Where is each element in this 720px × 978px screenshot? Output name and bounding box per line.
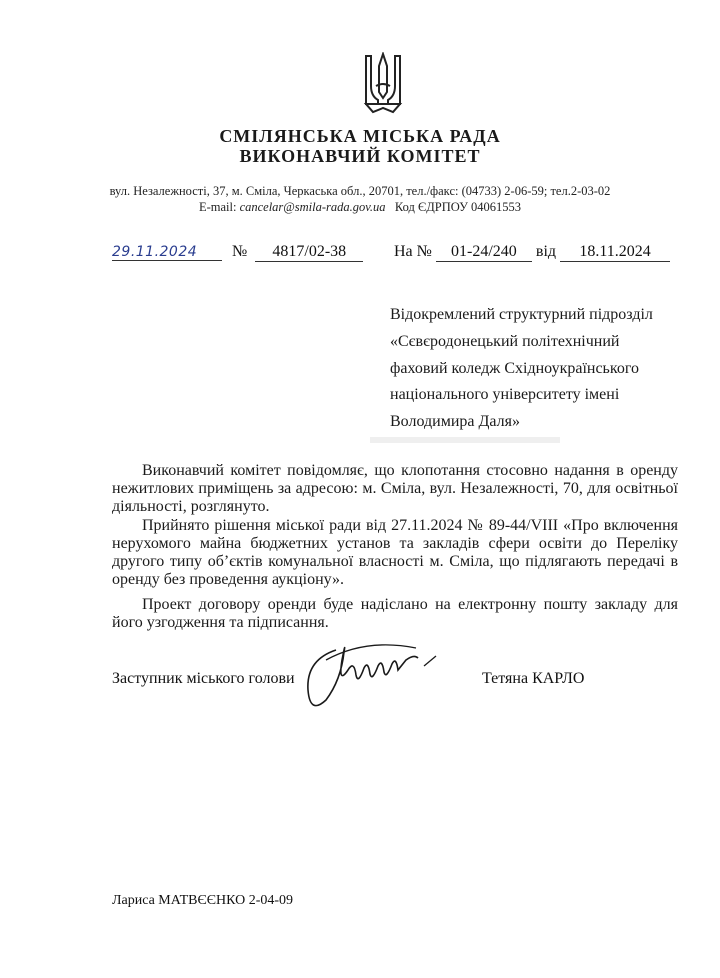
paragraph-text: Прийнято рішення міської ради від 27.11.2024 № 89-44/VIII «Про включення нерухомого майна бюджетних установ та закладів сфери освіти до Переліку другого типу об’єктів комунальної власності м. Сміла, що підлягають передачі в оренду без проведення аукціону». xyxy=(112,517,678,588)
recipient-line: національного університету імені xyxy=(390,386,620,404)
faint-scan-mark xyxy=(370,437,560,443)
organization-subtitle: ВИКОНАВЧИЙ КОМІТЕТ xyxy=(239,146,481,166)
trident-emblem-icon xyxy=(363,52,403,116)
from-word: від xyxy=(535,243,557,260)
organization-name: СМІЛЯНСЬКА МІСЬКА РАДА xyxy=(219,126,501,146)
contact-line xyxy=(0,200,720,215)
body-paragraph-3 xyxy=(112,596,678,632)
outgoing-number: 4817/02-38 xyxy=(255,243,363,262)
body-paragraph-2 xyxy=(112,517,678,589)
recipient-line: Відокремлений структурний підрозділ xyxy=(390,306,653,323)
email-label: E-mail: xyxy=(198,200,237,214)
paragraph-text: Виконавчий комітет повідомляє, що клопотання стосовно надання в оренду нежитлових приміщень за адресою: м. Сміла, вул. Незалежності, 70, для освітньої діяльності, розглянуто. xyxy=(112,462,678,515)
reply-prefix: На № xyxy=(394,243,432,260)
body-paragraph-1 xyxy=(112,462,678,516)
registration-number xyxy=(232,243,363,262)
executor-contact: Лариса МАТВЄЄНКО 2-04-09 xyxy=(112,893,294,908)
handwritten-signature-icon xyxy=(296,630,446,725)
reply-date: 18.11.2024 xyxy=(560,243,670,262)
address-line: вул. Незалежності, 37, м. Сміла, Черкаська обл., 20701, тел./факс: (04733) 2-06-59; тел.2-03-02 xyxy=(109,184,611,198)
reply-reference xyxy=(394,243,670,262)
recipient-line: фаховий коледж Східноукраїнського xyxy=(390,359,639,377)
reply-number: 01-24/240 xyxy=(436,243,532,262)
signatory-name: Тетяна КАРЛО xyxy=(482,670,585,687)
paragraph-text: Проект договору оренди буде надіслано на електронну пошту закладу для його узгодження та підписання. xyxy=(112,596,678,631)
signatory-title: Заступник міського голови xyxy=(112,670,295,687)
number-sign: № xyxy=(232,243,248,260)
recipient-line: «Сєвєродонецький політехнічний xyxy=(390,332,620,350)
recipient-block xyxy=(390,302,690,436)
date-value: 29.11.2024 xyxy=(112,244,222,261)
recipient-line: Володимира Даля» xyxy=(390,413,520,431)
edrpou-code: Код ЄДРПОУ 04061553 xyxy=(394,200,522,214)
email-address: cancelar@smila-rada.gov.ua xyxy=(239,200,386,214)
registration-date xyxy=(112,243,222,261)
